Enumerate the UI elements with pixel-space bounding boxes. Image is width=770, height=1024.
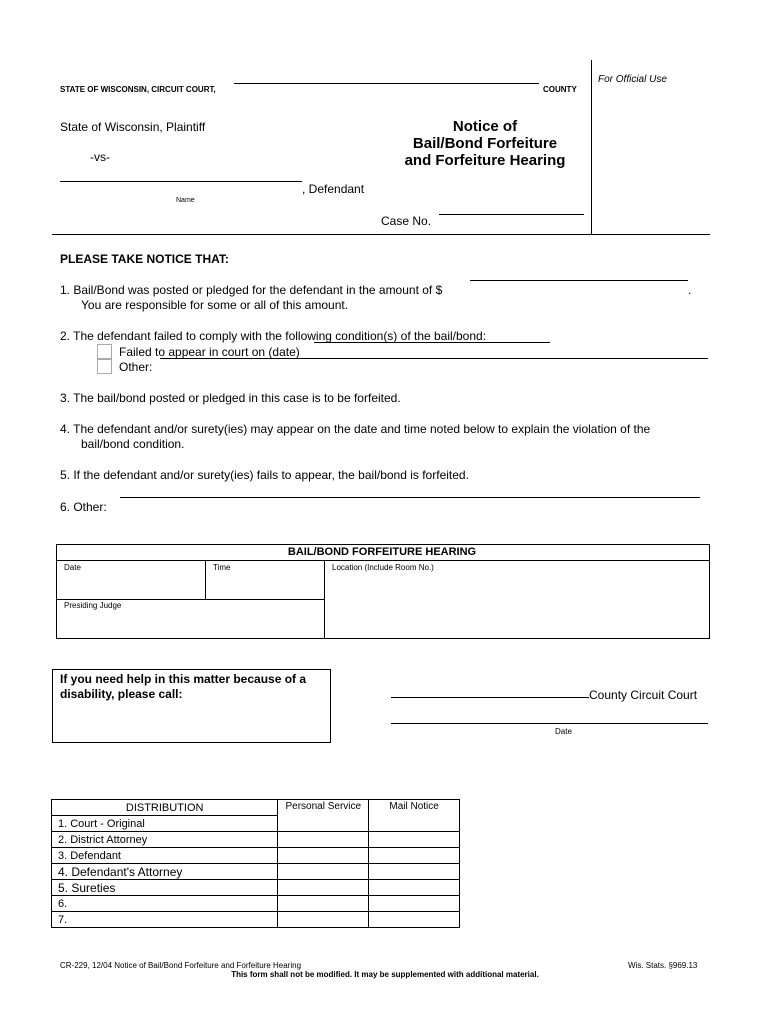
mail-notice-cell[interactable] (369, 832, 460, 848)
case-no-label: Case No. (381, 214, 432, 228)
official-use-divider (591, 60, 592, 234)
mail-notice-cell[interactable] (369, 848, 460, 864)
hearing-date-label: Date (64, 563, 81, 572)
caption-bottom-rule (52, 234, 710, 235)
failed-to-appear-date-field[interactable] (314, 342, 550, 343)
personal-service-cell[interactable] (278, 912, 369, 928)
bail-amount-field[interactable] (470, 280, 688, 281)
hearing-time-field[interactable] (206, 573, 323, 598)
title-line-2: Bail/Bond Forfeiture (412, 135, 558, 152)
item-6-text: 6. Other: (60, 500, 107, 514)
personal-service-header: Personal Service (278, 800, 369, 832)
notice-heading: PLEASE TAKE NOTICE THAT: (60, 252, 229, 266)
document-title (390, 118, 580, 169)
item-2-text: 2. The defendant failed to comply with the following condition(s) of the bail/bond: (60, 329, 487, 343)
failed-to-appear-checkbox[interactable] (97, 344, 112, 359)
item-3-text: 3. The bail/bond posted or pledged in this case is to be forfeited. (60, 391, 401, 405)
help-line-1: If you need help in this matter because of a (60, 672, 307, 686)
county-court-field[interactable] (391, 697, 589, 698)
item-6-other-field[interactable] (120, 497, 700, 498)
mail-notice-header: Mail Notice (369, 800, 460, 832)
mail-notice-cell[interactable] (369, 864, 460, 880)
mail-notice-cell[interactable] (369, 912, 460, 928)
judge-rule (56, 599, 324, 600)
plaintiff-label: State of Wisconsin, Plaintiff (60, 120, 206, 134)
defendant-label: , Defendant (302, 182, 365, 196)
help-line-2: disability, please call: (60, 687, 183, 701)
hearing-title-rule (56, 560, 709, 561)
distribution-header: DISTRIBUTION (52, 800, 278, 816)
personal-service-cell[interactable] (278, 832, 369, 848)
presiding-judge-field[interactable] (57, 611, 323, 636)
vs-label: -vs- (90, 150, 110, 164)
distribution-row-4: 4. Defendant's Attorney (52, 864, 278, 880)
county-name-field[interactable] (234, 83, 539, 84)
item-1-period: . (688, 283, 692, 297)
hearing-time-label: Time (213, 563, 231, 572)
county-circuit-court-label: County Circuit Court (589, 688, 698, 702)
mail-notice-cell[interactable] (369, 896, 460, 912)
personal-service-cell[interactable] (278, 880, 369, 896)
hearing-title: BAIL/BOND FORFEITURE HEARING (287, 546, 477, 558)
case-no-field[interactable] (439, 214, 584, 215)
distribution-row-6: 6. (52, 896, 278, 912)
item-4-continuation: bail/bond condition. (81, 437, 185, 451)
modification-notice: This form shall not be modified. It may be supplemented with additional material. (231, 970, 539, 979)
other-condition-field[interactable] (160, 358, 708, 359)
distribution-row-5: 5. Sureties (52, 880, 278, 896)
court-prefix: STATE OF WISCONSIN, CIRCUIT COURT, (60, 85, 216, 94)
distribution-row-3: 3. Defendant (52, 848, 278, 864)
title-line-1: Notice of (452, 118, 518, 135)
mail-notice-cell[interactable] (369, 880, 460, 896)
personal-service-cell[interactable] (278, 848, 369, 864)
name-caption: Name (176, 197, 195, 204)
distribution-row-7: 7. (52, 912, 278, 928)
failed-to-appear-label: Failed to appear in court on (date) (119, 345, 300, 359)
hearing-location-label: Location (Include Room No.) (332, 563, 434, 572)
item-1-responsibility: You are responsible for some or all of this amount. (81, 298, 349, 312)
distribution-table (51, 799, 460, 928)
presiding-judge-label: Presiding Judge (64, 601, 122, 610)
other-condition-label: Other: (119, 360, 153, 374)
distribution-row-2: 2. District Attorney (52, 832, 278, 848)
distribution-row-1: 1. Court - Original (52, 816, 278, 832)
item-1-text: 1. Bail/Bond was posted or pledged for the defendant in the amount of $ (60, 283, 443, 297)
item-4-text: 4. The defendant and/or surety(ies) may appear on the date and time noted below to explain the violation of the (60, 422, 651, 436)
hearing-date-field[interactable] (57, 573, 204, 598)
county-suffix: COUNTY (543, 85, 577, 94)
title-line-3: and Forfeiture Hearing (404, 152, 566, 169)
hearing-location-field[interactable] (325, 573, 707, 636)
personal-service-cell[interactable] (278, 864, 369, 880)
disability-help-text (60, 672, 306, 702)
defendant-name-field[interactable] (60, 181, 302, 182)
signature-date-field[interactable] (391, 723, 708, 724)
form-id: CR-229, 12/04 Notice of Bail/Bond Forfeiture and Forfeiture Hearing (60, 961, 302, 970)
official-use-label: For Official Use (598, 74, 667, 85)
personal-service-cell[interactable] (278, 896, 369, 912)
other-condition-checkbox[interactable] (97, 359, 112, 374)
item-5-text: 5. If the defendant and/or surety(ies) fails to appear, the bail/bond is forfeited. (60, 468, 469, 482)
signature-date-label: Date (555, 727, 572, 736)
statute-reference: Wis. Stats. §969.13 (628, 961, 698, 970)
